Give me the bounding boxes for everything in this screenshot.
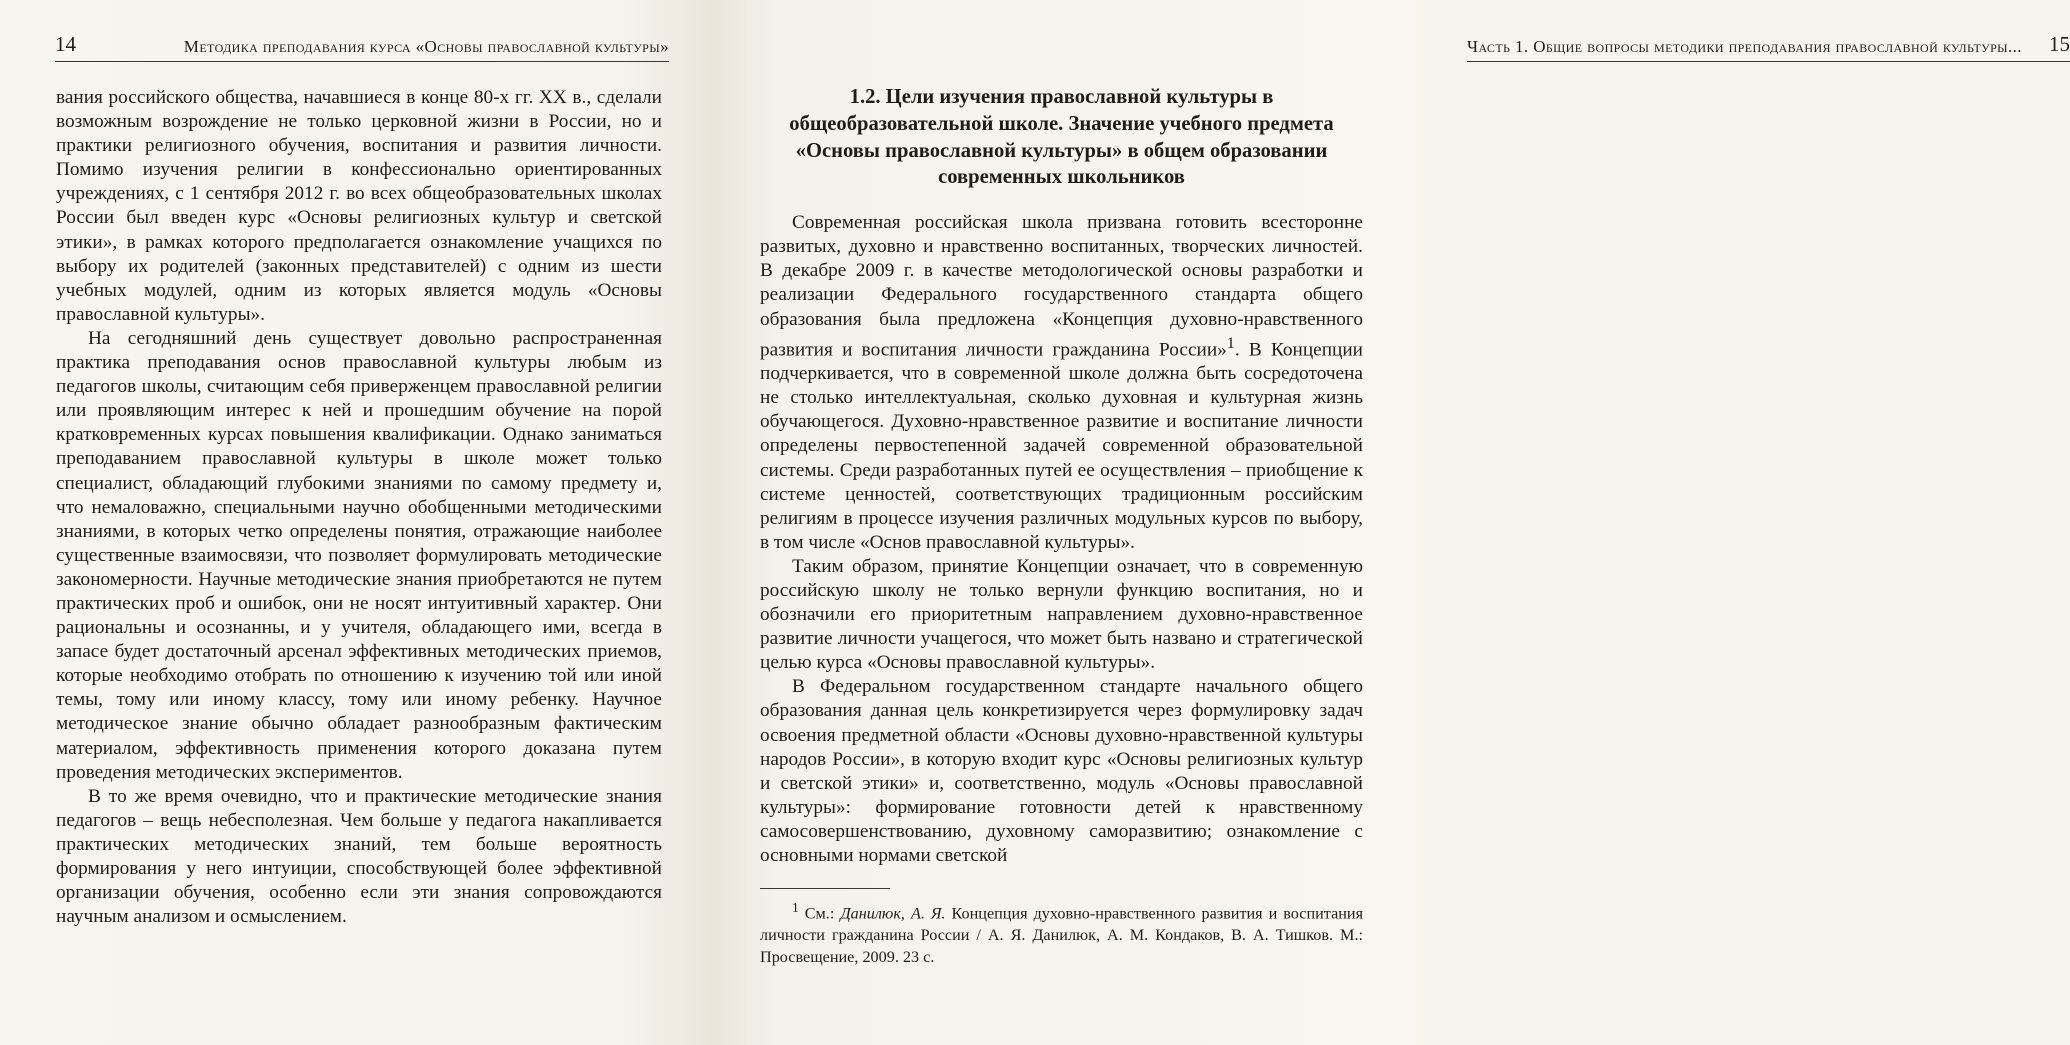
footnote-ref[interactable]: 1 [1226, 334, 1235, 352]
footnote-text: Концепция духовно-нравственного развития и воспитания личности гражданина России / А. Я. Данилюк, А. М. Кондаков, В. А. Тишков. М.: Просвещение, 2009. 23 с. [760, 904, 1364, 966]
running-title: Часть 1. Общие вопросы методики преподавания православной культуры... [1467, 37, 2022, 56]
paragraph: вания российского общества, начавшиеся в конце 80-х гг. XX в., сделали возможным возрождение не только церковной жизни в России, но и практики религиозного обучения, воспитания и развития личности. Помимо изучения религии в конфессионально ориентированных учреждениях, с 1 сентября 2012 г. во всех общеобразовательных школах России был введен курс «Основы религиозных культур и светской этики», в рамках которого предполагается ознакомление учащихся по выбору их родителей (законных представителей) с одним из шести учебных модулей, одним из которых является модуль «Основы православной культуры». [56, 87, 662, 325]
footnote-author: Данилюк, А. Я. [840, 904, 946, 923]
page-number: 14 [55, 32, 76, 56]
footnote-marker: 1 [792, 900, 799, 916]
right-running-head [1467, 26, 2070, 62]
section-heading: 1.2. Цели изучения православной культуры в общеобразовательной школе. Значение учебного предмета «Основы православной культуры» в общем образовании современных школьников [789, 86, 1334, 189]
right-content [760, 84, 1363, 968]
paragraph: В то же время очевидно, что и практические методические знания педагогов – вещь небесполезная. Чем больше у педагога накапливается практических методических знаний, тем больше вероятность формирования у него интуиции, способствующей более эффективной организации обучения, особенно если эти знания сопровождаются научным анализом и осмыслением. [56, 785, 662, 928]
paragraph: Таким образом, принятие Концепции означает, что в современную российскую школу не только вернули функцию воспитания, но и обозначили его приоритетным направлением духовно-нравственное развитие личности учащегося, что может быть названо и стратегической целью курса «Основы православной культуры». [760, 555, 1363, 674]
left-page [0, 0, 709, 1045]
footnote-divider [760, 888, 890, 889]
paragraph: В Федеральном государственном стандарте начального общего образования данная цель конкретизируется через формулировку задач освоения предметной области «Основы духовно-нравственной культуры народов России», в которую входит курс «Основы религиозных культур и светской этики» и, соответственно, модуль «Основы православной культуры»: формирование готовности детей к нравственному самосовершенствованию, духовному саморазвитию; ознакомление с основными нормами светской [760, 676, 1363, 867]
paragraph: На сегодняшний день существует довольно распространенная практика преподавания основ православной культуры любым из педагогов школы, считающим себя приверженцем православной религии или проявляющим интерес к ней и прошедшим обучение на порой кратковременных курсах повышения квалификации. Однако заниматься преподаванием православной культуры в школе может только специалист, обладающий глубокими знаниями по самому предмету и, что немаловажно, специальными научно обобщенными методическими знаниями, в которых четко определены понятия, отражающие наиболее существенные взаимосвязи, что позволяет формулировать методические закономерности. Научные методические знания приобретаются не путем практических проб и ошибок, они не носят интуитивный характер. Они рациональны и осознанны, и у учителя, обладающего ими, всегда в запасе будет достаточный арсенал эффективных методических приемов, которые необходимо отобрать по отношению к изучению той или иной темы, тому или иному классу, тому или иному ребенку. Научное методическое знание обычно обладает разнообразным фактическим материалом, эффективность применения которого доказана путем проведения методических экспериментов. [56, 327, 662, 783]
page-number: 15 [2049, 32, 2070, 56]
right-body-text [760, 211, 1363, 868]
paragraph [760, 211, 1363, 555]
paragraph-text: Современная российская школа призвана готовить всесторонне развитых, духовно и нравственно воспитанных, творческих личностей. В декабре 2009 г. в качестве методологической основы разработки и реализации Федерального государственного стандарта общего образования была предложена «Концепция духовно-нравственного развития и воспитания личности гражданина России» [760, 212, 1363, 361]
running-title: Методика преподавания курса «Основы православной культуры» [183, 37, 669, 56]
left-running-head [55, 26, 669, 62]
footnote [760, 897, 1363, 968]
paragraph-text: . В Концепции подчеркивается, что в современной школе должна быть сосредоточена не столько интеллектуальная, сколько духовная и культурная жизнь обучающегося. Духовно-нравственное развитие и воспитание личности определены первостепенной задачей современной образовательной системы. Среди разработанных путей ее осуществления – приобщение к системе ценностей, соответствующих традиционным российским религиям в процессе изучения различных модульных курсов по выбору, в том числе «Основ православной культуры». [760, 339, 1363, 553]
footnote-prefix: См.: [804, 904, 835, 923]
left-body-text [56, 86, 662, 929]
